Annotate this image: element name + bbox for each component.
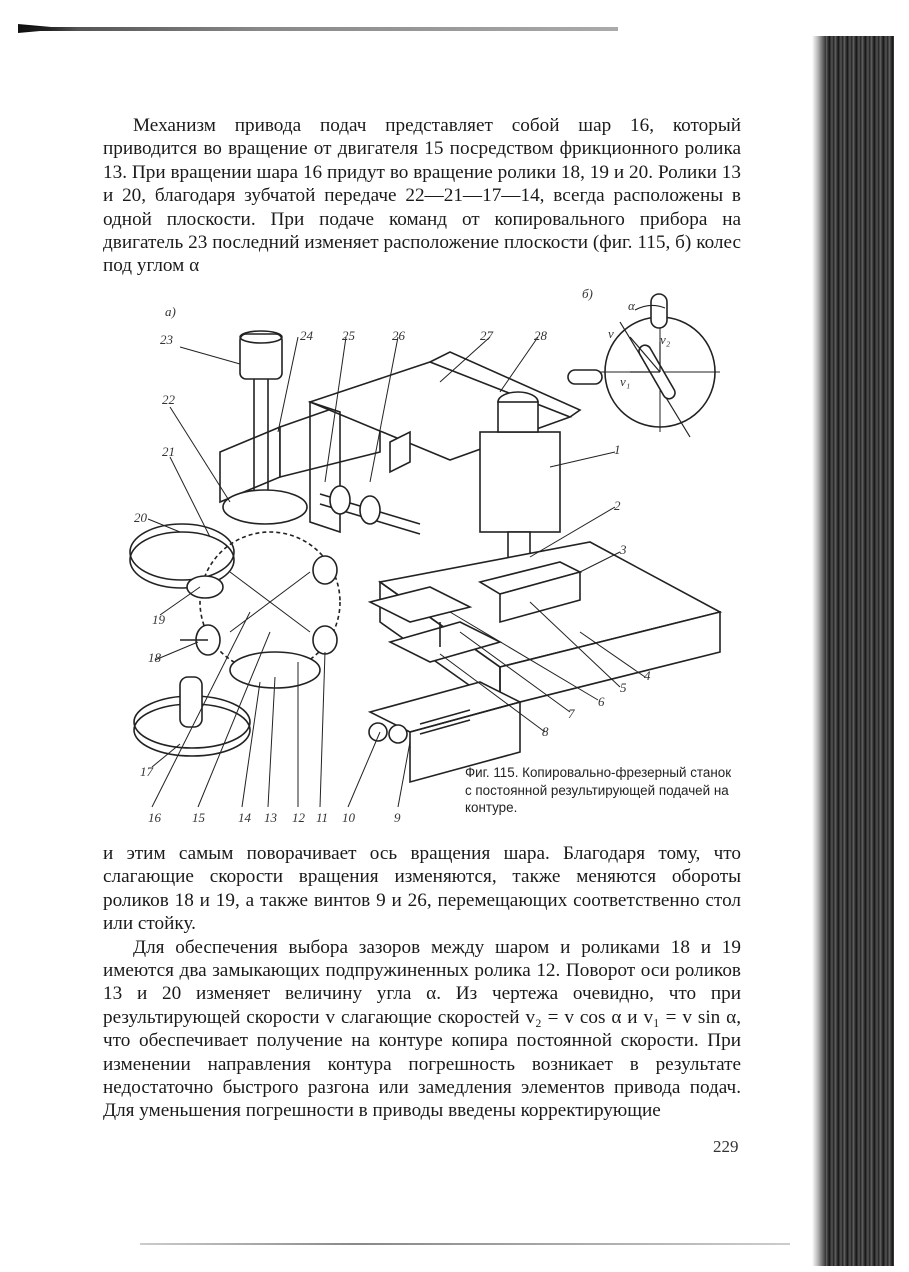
paragraph-bottom-text-1: и этим самым поворачивает ось вращения шара. Благодаря тому, что слагающие скорости вращения изменяются, также меняются обороты роликов 18 и 19, а также винтов 9 и 26, перемещающих соответственно стол или стойку. [103,843,741,935]
top-rule [18,27,618,31]
paragraph-bottom-text-2: Для обеспечения выбора зазоров между шаром и роликами 18 и 19 имеются два замыкающих подпружиненных ролика 12. Поворот оси роликов 13 и 20 изменяет величину угла α. Из чертежа очевидно, что при результирующей скорости v слагающие скоростей v₂ = v cos α и v₁ = v sin α, что обеспечивает получение на контуре копира постоянной скорости. При изменении направления контура погрешность возникает в результате недостаточно быстрого разгона или замедления элементов привода подач. Для уменьшения погрешности в приводы введены корректирующие [103,936,741,1122]
callout-21: 21 [162,444,175,459]
callout-10: 10 [342,810,355,825]
figure-115-labels [120,282,820,832]
label-v2: v₂ [660,332,671,347]
callout-14: 14 [238,810,251,825]
label-alpha: α [628,298,635,313]
page-number: 229 [713,1137,739,1156]
callout-3: 3 [620,542,627,557]
callout-22: 22 [162,392,175,407]
callout-7: 7 [568,706,575,721]
callout-15: 15 [192,810,205,825]
callout-13: 13 [264,810,277,825]
callout-19: 19 [152,612,165,627]
callout-27: 27 [480,328,493,343]
callout-11: 11 [316,810,329,825]
callout-17: 17 [140,764,153,779]
callout-1: 1 [614,442,621,457]
callout-5: 5 [620,680,627,695]
callout-2: 2 [614,498,621,513]
callout-8: 8 [542,724,549,739]
callout-25: 25 [342,328,355,343]
callout-18: 18 [148,650,161,665]
callout-28: 28 [534,328,547,343]
callout-4: 4 [644,668,651,683]
label-v1: v₁ [620,374,631,389]
callout-23: 23 [160,332,173,347]
callout-9: 9 [394,810,401,825]
callout-26: 26 [392,328,405,343]
paragraph-top-text: Механизм привода подач представляет собой шар 16, который приводится во вращение от двигателя 15 посредством фрикционного ролика 13. При вращении шара 16 придут во вращение ролики 18, 19 и 20. Ролики 13 и 20, благодаря зубчатой передаче 22—21—17—14, всегда расположены в одной плоскости. При подаче команд от копировального прибора на двигатель 23 последний изменяет расположение плоскости (фиг. 115, б) колес под углом α [103,115,741,277]
paragraph-top [103,114,741,278]
figure-caption: Фиг. 115. Копировально-фрезерный станок с постоянной результирующей подачей на контуре. [465,765,732,815]
callout-24: 24 [300,328,313,343]
callout-6: 6 [598,694,605,709]
callout-12: 12 [292,810,305,825]
paragraph-bottom [103,842,741,1123]
bottom-rule [140,1243,790,1245]
panel-a-label: а) [165,304,176,319]
callout-20: 20 [134,510,147,525]
label-v: v [608,326,614,341]
panel-b-label: б) [582,286,593,301]
callout-16: 16 [148,810,161,825]
